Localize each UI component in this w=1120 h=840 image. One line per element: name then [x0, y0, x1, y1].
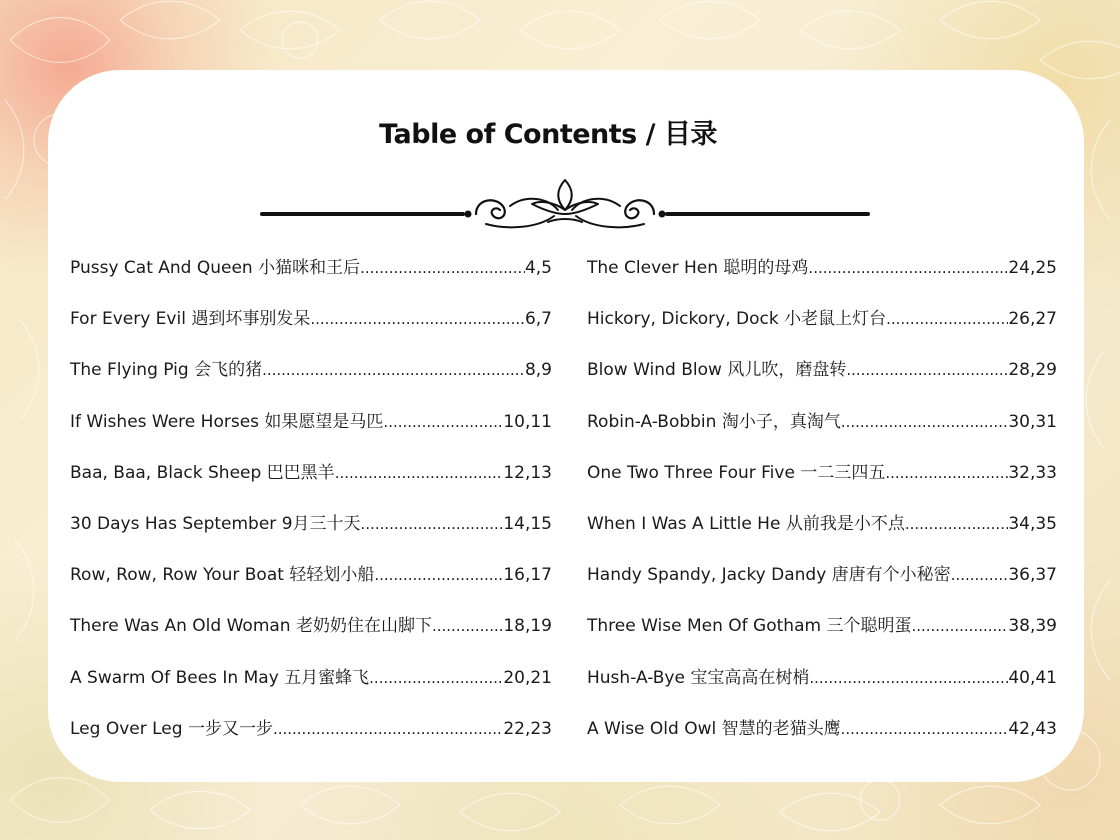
toc-entry[interactable]	[587, 660, 1057, 711]
toc-entry-title: The Clever Hen 聪明的母鸡	[587, 258, 809, 278]
toc-leader-dots	[911, 608, 1008, 644]
toc-entry[interactable]	[70, 455, 552, 506]
toc-entry-title: One Two Three Four Five 一二三四五	[587, 462, 886, 483]
toc-entry-pages: 18,19	[503, 616, 552, 637]
toc-leader-dots	[886, 301, 1008, 337]
toc-column-left	[70, 250, 552, 762]
toc-entry-pages: 20,21	[503, 667, 552, 688]
toc-entry[interactable]	[587, 506, 1057, 557]
toc-leader-dots	[905, 506, 1008, 542]
toc-entry[interactable]	[70, 301, 552, 352]
toc-entry[interactable]	[70, 250, 552, 301]
toc-entry-pages: 36,37	[1008, 565, 1057, 586]
toc-entry-pages: 40,41	[1008, 667, 1057, 688]
toc-entry-pages: 28,29	[1008, 360, 1057, 381]
toc-leader-dots	[360, 250, 525, 286]
toc-leader-dots	[846, 352, 1008, 388]
toc-entry[interactable]	[587, 301, 1057, 352]
toc-leader-dots	[361, 506, 504, 542]
toc-entry[interactable]	[70, 352, 552, 403]
toc-entry-title: Hush-A-Bye 宝宝高高在树梢	[587, 667, 810, 688]
toc-entry-pages: 26,27	[1008, 309, 1057, 330]
toc-leader-dots	[262, 352, 525, 388]
toc-entry[interactable]	[587, 455, 1057, 506]
toc-leader-dots	[885, 455, 1008, 491]
toc-entry-pages: 16,17	[503, 565, 552, 586]
toc-entry[interactable]	[587, 250, 1057, 301]
toc-entry-title: 30 Days Has September 9月三十天	[70, 513, 361, 534]
toc-entry-title: If Wishes Were Horses 如果愿望是马匹	[70, 411, 384, 432]
toc-entry-title: Leg Over Leg 一步又一步	[70, 718, 273, 739]
toc-entry[interactable]	[587, 608, 1057, 659]
toc-entry-title: Three Wise Men Of Gotham 三个聪明蛋	[587, 616, 912, 637]
ornamental-divider	[258, 176, 872, 234]
toc-entry[interactable]	[70, 660, 552, 711]
toc-entry-pages: 14,15	[503, 513, 552, 534]
toc-leader-dots	[432, 608, 503, 644]
toc-entry-title: There Was An Old Woman 老奶奶住在山脚下	[70, 616, 432, 637]
toc-leader-dots	[310, 301, 525, 337]
toc-entry-pages: 22,23	[503, 718, 552, 739]
toc-entry[interactable]	[70, 506, 552, 557]
toc-entry[interactable]	[587, 352, 1057, 403]
toc-leader-dots	[374, 557, 503, 593]
toc-entry[interactable]	[587, 557, 1057, 608]
toc-entry-pages: 4,5	[524, 258, 552, 278]
toc-leader-dots	[809, 660, 1008, 696]
toc-entry-title: A Wise Old Owl 智慧的老猫头鹰	[587, 718, 841, 739]
toc-entry[interactable]	[587, 711, 1057, 762]
toc-leader-dots	[369, 660, 503, 696]
toc-entry-pages: 42,43	[1008, 718, 1057, 739]
toc-entry-title: Row, Row, Row Your Boat 轻轻划小船	[70, 565, 375, 586]
toc-entry-title: For Every Evil 遇到坏事别发呆	[70, 309, 311, 330]
toc-entry-pages: 34,35	[1008, 513, 1057, 534]
toc-leader-dots	[383, 404, 503, 440]
toc-entry[interactable]	[70, 711, 552, 762]
toc-entry-pages: 8,9	[524, 360, 552, 381]
toc-entry-pages: 24,25	[1008, 258, 1057, 278]
toc-entry[interactable]	[70, 404, 552, 455]
toc-entry-title: Baa, Baa, Black Sheep 巴巴黑羊	[70, 462, 335, 483]
toc-column-right	[587, 250, 1057, 762]
toc-entry-title: Pussy Cat And Queen 小猫咪和王后	[70, 258, 361, 278]
toc-entry-pages: 12,13	[503, 462, 552, 483]
toc-entry-pages: 38,39	[1008, 616, 1057, 637]
toc-entry-pages: 10,11	[503, 411, 552, 432]
toc-leader-dots	[841, 404, 1008, 440]
toc-entry-pages: 6,7	[524, 309, 552, 330]
toc-entry-title: Robin-A-Bobbin 淘小子，真淘气	[587, 411, 841, 432]
toc-entry-pages: 32,33	[1008, 462, 1057, 483]
toc-entry[interactable]	[70, 608, 552, 659]
toc-leader-dots	[273, 711, 503, 747]
toc-entry-title: A Swarm Of Bees In May 五月蜜蜂飞	[70, 667, 370, 688]
toc-leader-dots	[951, 557, 1009, 593]
toc-leader-dots	[335, 455, 504, 491]
toc-entry-title: When I Was A Little He 从前我是小不点	[587, 513, 905, 534]
toc-entry[interactable]	[70, 557, 552, 608]
toc-entry-title: Blow Wind Blow 风儿吹，磨盘转	[587, 360, 847, 381]
page-title: Table of Contents / 目录	[379, 119, 717, 150]
toc-leader-dots	[808, 250, 1008, 286]
toc-entry-pages: 30,31	[1008, 411, 1057, 432]
toc-entry-title: The Flying Pig 会飞的猪	[70, 360, 263, 381]
toc-entry-title: Hickory, Dickory, Dock 小老鼠上灯台	[587, 309, 887, 330]
toc-leader-dots	[841, 711, 1009, 747]
toc-entry-title: Handy Spandy, Jacky Dandy 唐唐有个小秘密	[587, 565, 951, 586]
toc-entry[interactable]	[587, 404, 1057, 455]
